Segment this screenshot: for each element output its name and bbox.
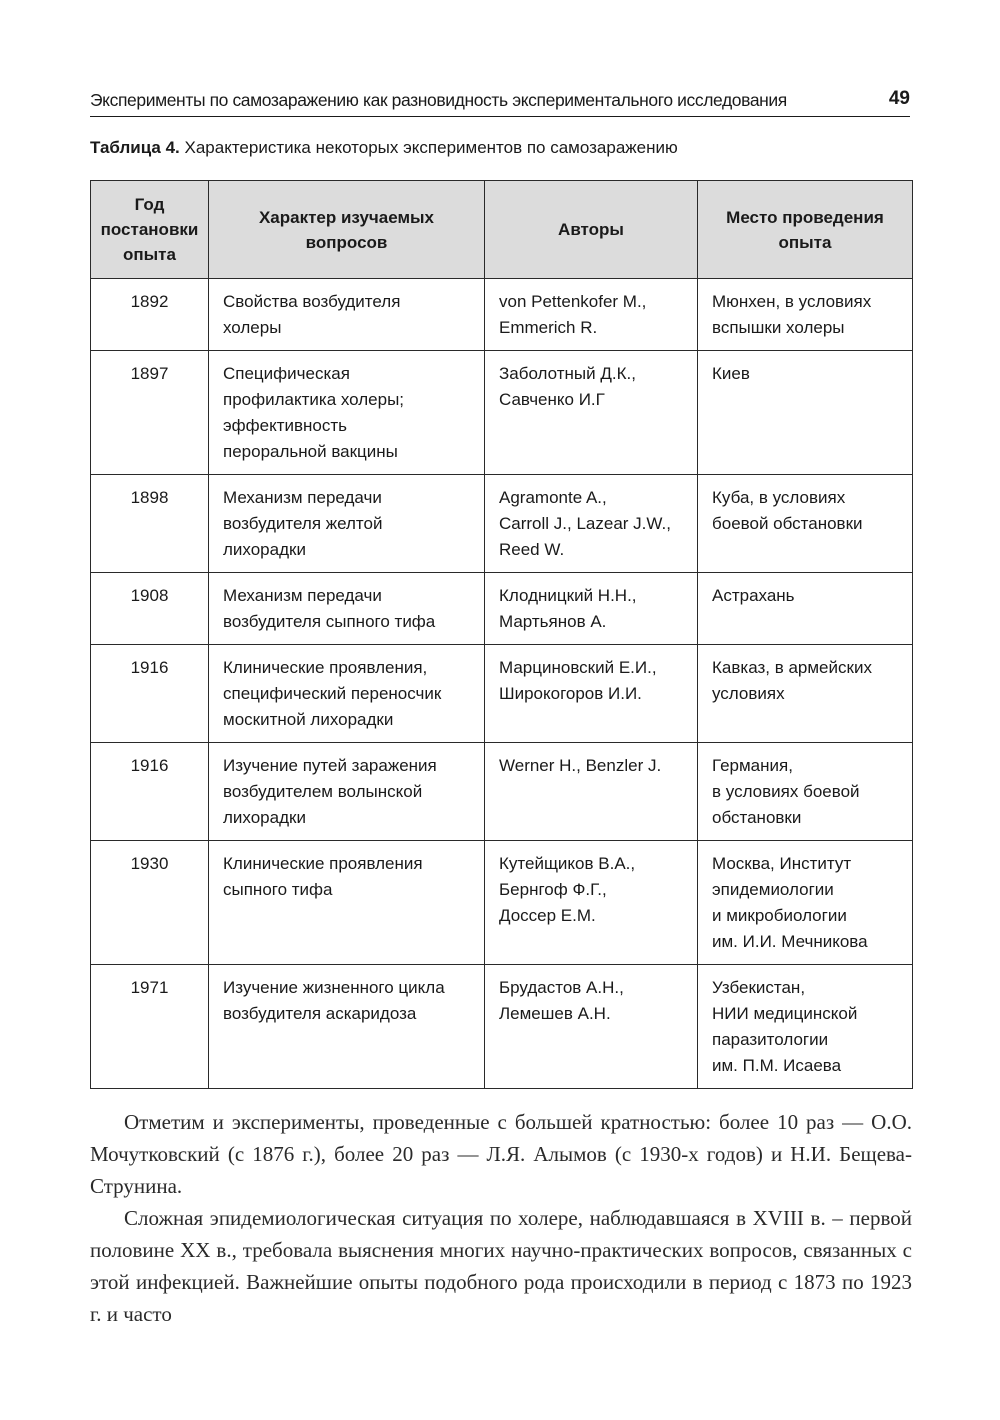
table-row xyxy=(91,645,913,743)
running-head-title: Эксперименты по самозаражению как разновидность экспериментального исследования xyxy=(90,90,787,110)
table-row xyxy=(91,475,913,573)
cell-year: 1930 xyxy=(91,841,209,965)
header-authors: Авторы xyxy=(485,181,698,279)
table-row xyxy=(91,965,913,1089)
cell-place: Астрахань xyxy=(698,573,913,645)
table-caption-label: Таблица 4. xyxy=(90,138,180,157)
table-row xyxy=(91,351,913,475)
cell-place: Узбекистан, НИИ медицинской паразитологии им. П.М. Исаева xyxy=(698,965,913,1089)
cell-topic: Изучение жизненного цикла возбудителя аскаридоза xyxy=(209,965,485,1089)
table-caption xyxy=(90,138,678,158)
cell-topic: Изучение путей заражения возбудителем волынской лихорадки xyxy=(209,743,485,841)
body-paragraph: Отметим и эксперименты, проведенные с большей кратностью: более 10 раз — О.О. Мочутковский (с 1876 г.), более 20 раз — Л.Я. Алымов (с 1930-х годов) и Н.И. Бещева-Струнина. xyxy=(90,1110,912,1198)
header-place: Место проведения опыта xyxy=(698,181,913,279)
experiments-table xyxy=(90,180,913,1089)
cell-authors: Werner H., Benzler J. xyxy=(485,743,698,841)
cell-year: 1898 xyxy=(91,475,209,573)
table-header-row xyxy=(91,181,913,279)
cell-place: Киев xyxy=(698,351,913,475)
cell-topic: Клинические проявления сыпного тифа xyxy=(209,841,485,965)
cell-authors: Заболотный Д.К., Савченко И.Г xyxy=(485,351,698,475)
cell-topic: Механизм передачи возбудителя желтой лихорадки xyxy=(209,475,485,573)
cell-place: Мюнхен, в условиях вспышки холеры xyxy=(698,279,913,351)
cell-year: 1971 xyxy=(91,965,209,1089)
cell-topic: Свойства возбудителя холеры xyxy=(209,279,485,351)
cell-year: 1892 xyxy=(91,279,209,351)
cell-place: Кавказ, в армейских условиях xyxy=(698,645,913,743)
page-number: 49 xyxy=(888,88,910,109)
body-text xyxy=(90,1106,912,1330)
cell-topic: Клинические проявления, специфический переносчик москитной лихорадки xyxy=(209,645,485,743)
cell-place: Куба, в условиях боевой обстановки xyxy=(698,475,913,573)
cell-authors: Agramonte A., Carroll J., Lazear J.W., Reed W. xyxy=(485,475,698,573)
cell-place: Германия, в условиях боевой обстановки xyxy=(698,743,913,841)
cell-authors: Кутейщиков В.А., Бернгоф Ф.Г., Доссер Е.М. xyxy=(485,841,698,965)
cell-authors: von Pettenkofer M., Emmerich R. xyxy=(485,279,698,351)
table-row xyxy=(91,841,913,965)
cell-year: 1916 xyxy=(91,645,209,743)
cell-place: Москва, Институт эпидемиологии и микробиологии им. И.И. Мечникова xyxy=(698,841,913,965)
cell-authors: Клодницкий Н.Н., Мартьянов А. xyxy=(485,573,698,645)
table-caption-text: Характеристика некоторых экспериментов по самозаражению xyxy=(184,138,678,157)
table-row xyxy=(91,573,913,645)
running-head xyxy=(90,86,910,117)
cell-year: 1897 xyxy=(91,351,209,475)
cell-authors: Марциновский Е.И., Широкогоров И.И. xyxy=(485,645,698,743)
header-year: Год постановки опыта xyxy=(91,181,209,279)
cell-year: 1908 xyxy=(91,573,209,645)
table-row xyxy=(91,279,913,351)
body-paragraph: Сложная эпидемиологическая ситуация по холере, наблюдавшаяся в XVIII в. – первой половине XX в., требовала выяснения многих научно-практических вопросов, связанных с этой инфекцией. Важнейшие опыты подобного рода происходили в период с 1873 по 1923 г. и часто xyxy=(90,1206,912,1326)
table-row xyxy=(91,743,913,841)
cell-year: 1916 xyxy=(91,743,209,841)
cell-topic: Механизм передачи возбудителя сыпного тифа xyxy=(209,573,485,645)
cell-authors: Брудастов А.Н., Лемешев А.Н. xyxy=(485,965,698,1089)
cell-topic: Специфическая профилактика холеры; эффективность пероральной вакцины xyxy=(209,351,485,475)
header-topic: Характер изучаемых вопросов xyxy=(209,181,485,279)
